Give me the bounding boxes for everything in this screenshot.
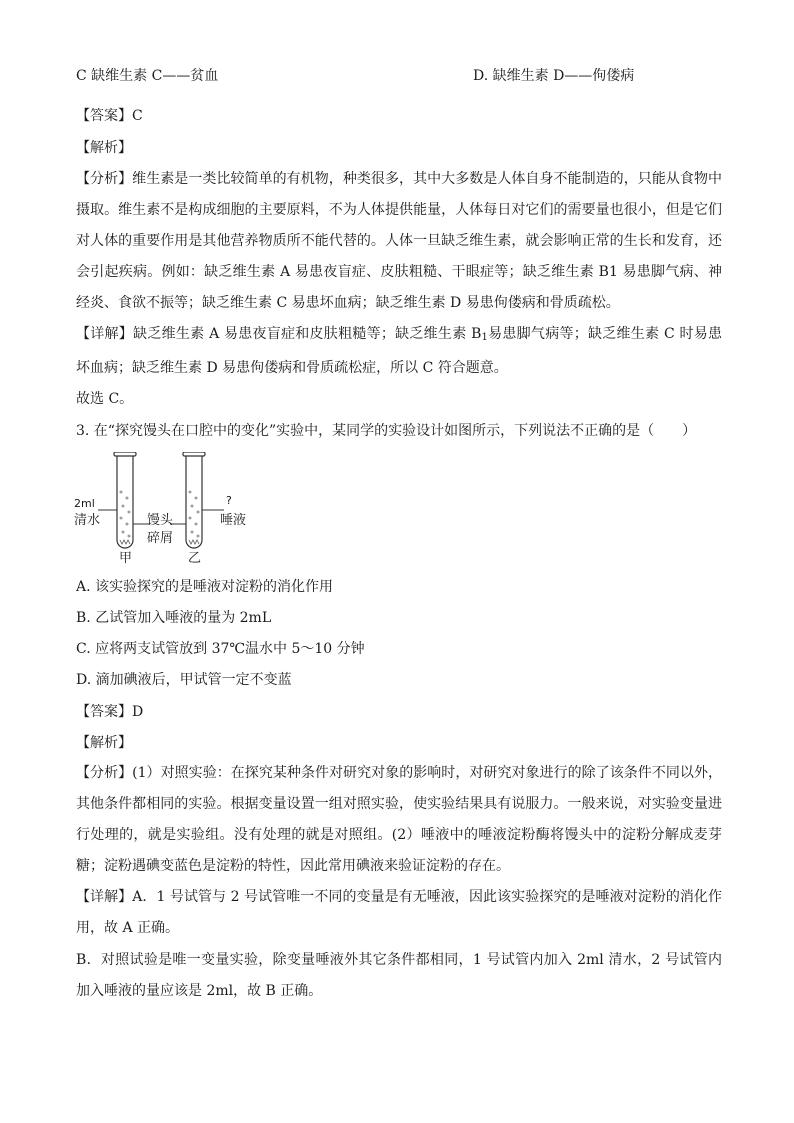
label-saliva: 唾液 (220, 513, 247, 528)
q2-detail-part1: 【详解】缺乏维生素 A 易患夜盲症和皮肤粗糙等；缺乏维生素 B (76, 326, 482, 342)
test-tube-figure (74, 452, 264, 572)
label-bread-1: 馒头 (147, 513, 174, 528)
q3-option-a: A. 该实验探究的是唾液对淀粉的消化作用 (76, 579, 334, 595)
q2-analysis (76, 164, 722, 319)
q2-answer: 【答案】C (76, 108, 143, 124)
q2-analysis-heading: 【解析】 (76, 140, 132, 156)
q2-option-c: C 缺维生素 C——贫血 (76, 68, 219, 84)
tube-yi (183, 452, 205, 548)
q3-stem: 3. 在“探究馒头在口腔中的变化”实验中，某同学的实验设计如图所示，下列说法不正确的是（ ） (76, 423, 697, 439)
q2-detail-text (76, 319, 722, 384)
q2-detail (76, 319, 722, 384)
label-bread-2: 碎屑 (147, 531, 174, 546)
q3-option-d: D. 滴加碘液后，甲试管一定不变蓝 (76, 672, 292, 688)
q2-options-row (76, 66, 726, 86)
q2-detail-subscript: 1 (481, 332, 488, 343)
q2-option-d: D. 缺维生素 D——佝偻病 (473, 68, 635, 84)
q3-option-c: C. 应将两支试管放到 37℃温水中 5～10 分钟 (76, 641, 365, 657)
q3-detail-a-text: 【详解】A．1 号试管与 2 号试管唯一不同的变量是有无唾液，因此该实验探究的是唾液对淀粉的消化作用，故 A 正确。 (76, 889, 722, 936)
label-question: ? (226, 494, 232, 507)
q3-answer: 【答案】D (76, 704, 144, 720)
q2-conclusion: 故选 C。 (76, 391, 134, 407)
q3-analysis (76, 758, 722, 882)
q2-analysis-text: 【分析】维生素是一类比较简单的有机物，种类很多，其中大多数是人体自身不能制造的，只能从食物中摄取。维生素不是构成细胞的主要原料，不为人体提供能量，人体每日对它们的需要量也很小，但是它们对人体的重要作用是其他营养物质所不能代替的。人体一旦缺乏维生素，就会影响正常的生长和发育，还会引起疾病。例如：缺乏维生素 A 易患夜盲症、皮肤粗糙、干眼症等；缺乏维生素 B1 易患脚气病、神经炎、食欲不振等；缺乏维生素 C 易患坏血病；缺乏维生素 D 易患佝偻病和骨质疏松。 (76, 171, 722, 311)
tube-jia (114, 452, 136, 548)
q3-detail-b (76, 945, 722, 1007)
label-water: 清水 (74, 513, 101, 528)
label-2ml: 2ml (74, 497, 95, 510)
q3-analysis-heading: 【解析】 (76, 735, 132, 751)
q3-detail-a (76, 882, 722, 944)
q3-detail-b-text: B．对照试验是唯一变量实验，除变量唾液外其它条件都相同，1 号试管内加入 2ml 清水，2 号试管内加入唾液的量应该是 2ml，故 B 正确。 (76, 952, 722, 999)
tube-jia-liquid (120, 491, 130, 544)
q3-option-b: B. 乙试管加入唾液的量为 2mL (76, 610, 272, 626)
label-yi: 乙 (188, 551, 202, 566)
q3-analysis-text: 【分析】(1）对照实验：在探究某种条件对研究对象的影响时，对研究对象进行的除了该条件不同以外，其他条件都相同的实验。根据变量设置一组对照实验，使实验结果具有说服力。一般来说，对实验变量进行处理的，就是实验组。没有处理的就是对照组。(2）唾液中的唾液淀粉酶将馒头中的淀粉分解成麦芽糖；淀粉遇碘变蓝色是淀粉的特性，因此常用碘液来验证淀粉的存在。 (76, 765, 722, 874)
q2-detail-part2: 易患脚气病等；缺乏维生素 C 时易患坏血病；缺乏维生素 D 易患佝偻病和骨质疏松症，所以 C 符合题意。 (76, 326, 722, 376)
label-jia: 甲 (119, 551, 133, 566)
tube-yi-liquid (189, 491, 199, 544)
